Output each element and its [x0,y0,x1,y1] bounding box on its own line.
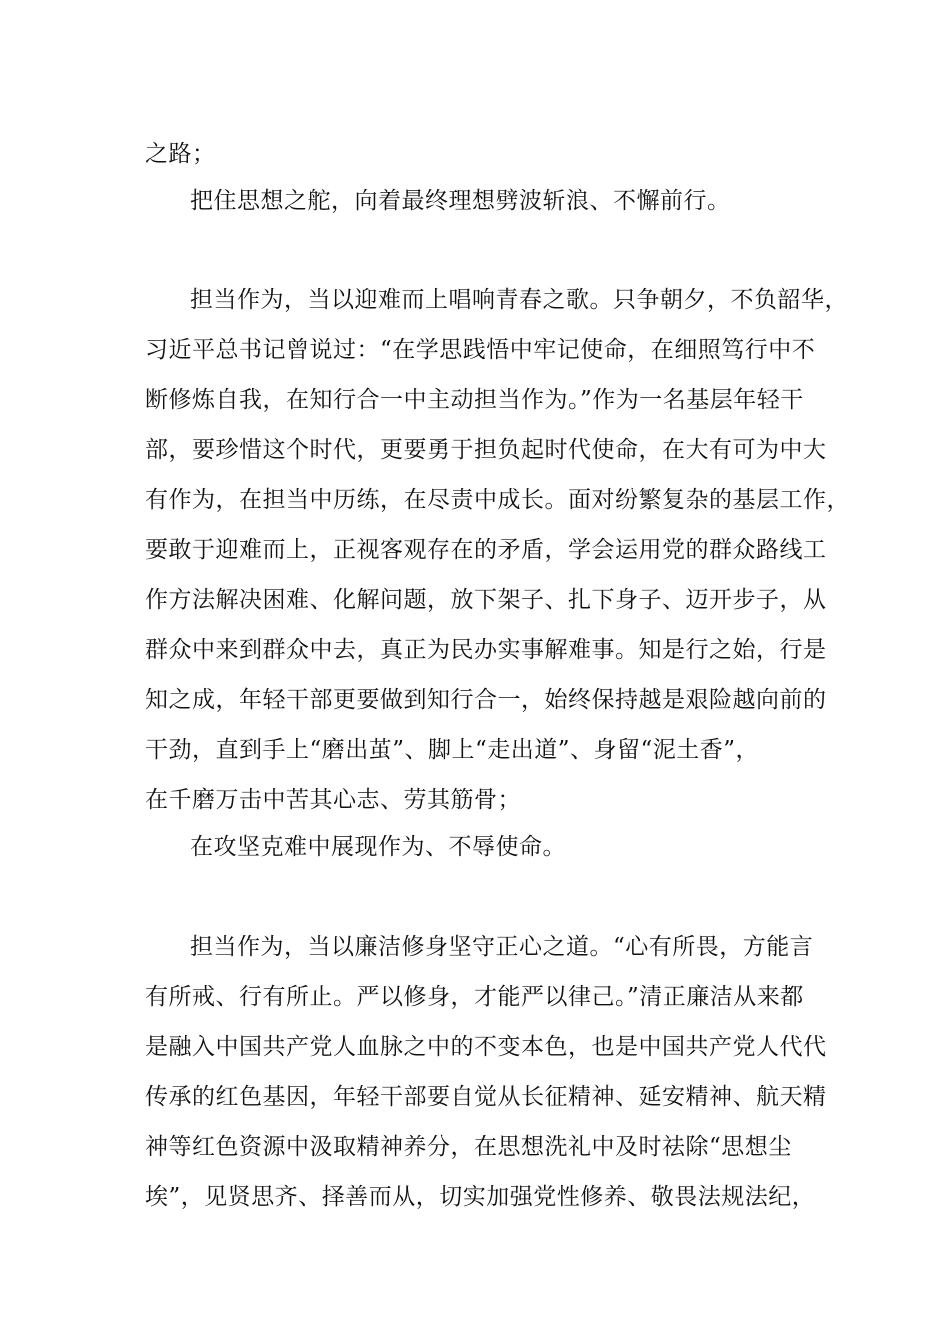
text-line: 知之成，年轻干部更要做到知行合一，始终保持越是艰险越向前的 [145,687,827,713]
paragraph-first-line: 担当作为，当以迎难而上唱响青春之歌。只争朝夕，不负韶华， [190,287,848,313]
text-line: 习近平总书记曾说过：“在学思践悟中牢记使命，在细照笃行中不 [145,337,816,363]
text-line: 有作为，在担当中历练，在尽责中成长。面对纷繁复杂的基层工作， [145,487,850,513]
paragraph-first-line: 担当作为，当以廉洁修身坚守正心之道。“心有所畏，方能言 [190,934,814,960]
text-line: 把住思想之舵，向着最终理想劈波斩浪、不懈前行。 [190,188,731,214]
text-line: 干劲，直到手上“磨出茧”、脚上“走出道”、身留“泥土香”， [145,737,760,763]
text-line: 埃”，见贤思齐、择善而从，切实加强党性修养、敬畏法规法纪， [145,1184,816,1210]
text-line: 在千磨万击中苦其心志、劳其筋骨； [145,787,521,813]
text-line: 作方法解决困难、化解问题，放下架子、扎下身子、迈开步子，从 [145,587,827,613]
text-line: 在攻坚克难中展现作为、不辱使命。 [190,834,566,860]
text-line: 是融入中国共产党人血脉之中的不变本色，也是中国共产党人代代 [145,1034,827,1060]
text-line: 有所戒、行有所止。严以修身，才能严以律己。”清正廉洁从来都 [145,984,804,1010]
text-line: 要敢于迎难而上，正视客观存在的矛盾，学会运用党的群众路线工 [145,537,827,563]
text-line: 断修炼自我，在知行合一中主动担当作为。”作为一名基层年轻干 [145,387,804,413]
text-line: 神等红色资源中汲取精神养分，在思想洗礼中及时祛除“思想尘 [145,1134,792,1160]
text-line: 部，要珍惜这个时代，更要勇于担负起时代使命，在大有可为中大 [145,437,827,463]
text-line: 群众中来到群众中去，真正为民办实事解难事。知是行之始，行是 [145,637,827,663]
text-line: 传承的红色基因，年轻干部要自觉从长征精神、延安精神、航天精 [145,1084,827,1110]
text-line: 之路； [145,141,216,167]
